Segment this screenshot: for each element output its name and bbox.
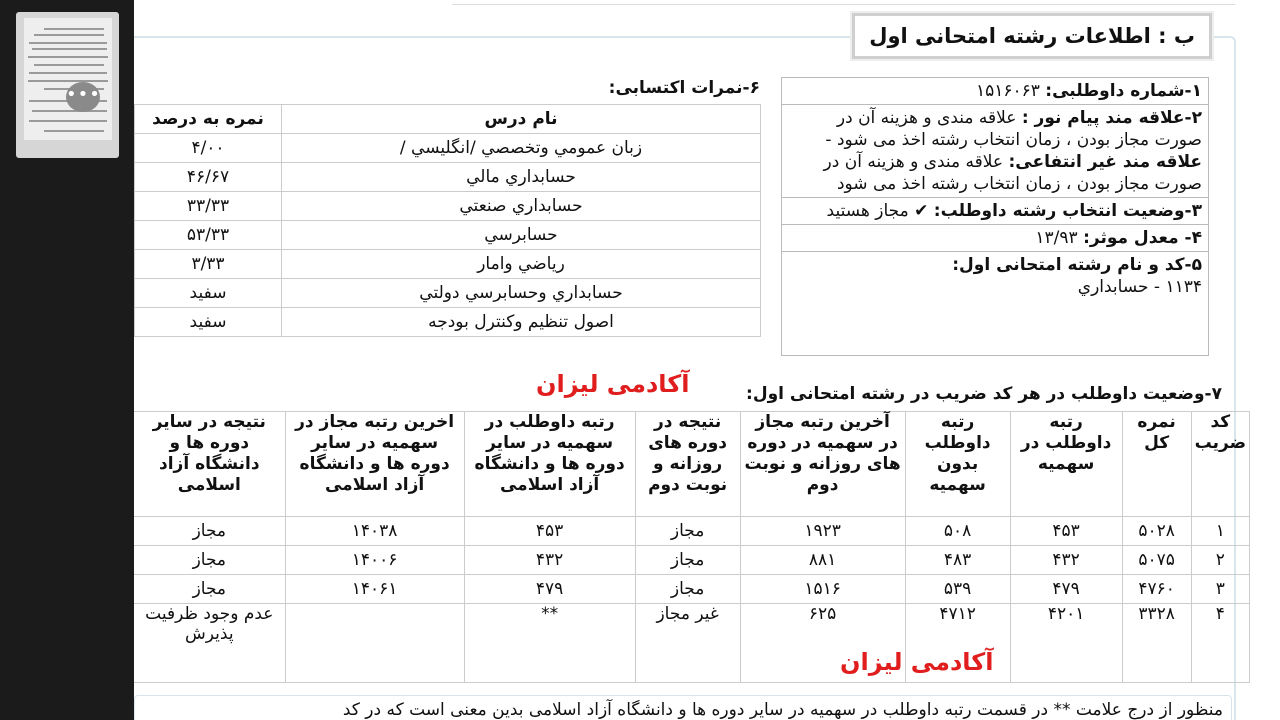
info-row-field-code: ۵-کد و نام رشته امتحانی اول: ۱۱۳۴ - حسابداري (952, 255, 1202, 297)
more-icon: ••• (66, 84, 101, 105)
table-cell: ۴۷۱۲ (905, 604, 1010, 683)
table-cell: مجاز (635, 575, 740, 604)
page-thumbnail-sidebar (0, 0, 134, 720)
table-cell: ۴۷۶۰ (1122, 575, 1191, 604)
table-cell: ۸۸۱ (740, 546, 905, 575)
table-row (135, 308, 761, 337)
table-header-row (135, 105, 761, 134)
status-title: ۷-وضعیت داوطلب در هر کد ضریب در رشته امتحانی اول: (746, 384, 1222, 404)
table-cell: مجاز (635, 517, 740, 546)
table-cell: ۱۹۲۳ (740, 517, 905, 546)
table-cell: ۴ (1191, 604, 1249, 683)
column-header: نمره کل (1122, 412, 1191, 517)
column-header: نام درس (282, 105, 761, 134)
watermark-text: آکادمی لیزان (840, 648, 994, 676)
table-cell: حسابداري مالي (282, 163, 761, 192)
table-cell: مجاز (134, 546, 285, 575)
table-row (135, 134, 761, 163)
column-header: اخرین رتبه مجاز در سهمیه در سایر دوره ها و دانشگاه آزاد اسلامی (285, 412, 464, 517)
table-row (134, 546, 1250, 575)
column-header: کد ضریب (1191, 412, 1249, 517)
table-row (135, 250, 761, 279)
table-cell: ۴/۰۰ (135, 134, 282, 163)
table-cell: ۵۳/۳۳ (135, 221, 282, 250)
info-row-interest: ۲-علاقه مند پیام نور : علاقه مندی و هزینه آن در صورت مجاز بودن ، زمان انتخاب رشته اخذ می شود - علاقه مند غیر انتفاعی: علاقه مندی و هزینه آن در صورت مجاز بودن ، زمان انتخاب رشته اخذ می شود (782, 105, 1208, 198)
table-cell: ۴۸۳ (905, 546, 1010, 575)
table-row (135, 221, 761, 250)
page-thumbnail[interactable] (16, 12, 119, 158)
table-cell: مجاز (134, 575, 285, 604)
table-cell: ۱۴۰۰۶ (285, 546, 464, 575)
table-cell: ۴۳۲ (1010, 546, 1122, 575)
table-cell: ۳ (1191, 575, 1249, 604)
table-cell: ۳/۳۳ (135, 250, 282, 279)
column-header: رتبه داوطلب در سهمیه در سایر دوره ها و دانشگاه آزاد اسلامی (464, 412, 635, 517)
table-cell: رياضي وامار (282, 250, 761, 279)
table-cell: ۱۵۱۶ (740, 575, 905, 604)
table-cell: ۱۴۰۳۸ (285, 517, 464, 546)
table-cell: ۴۳۲ (464, 546, 635, 575)
column-header: نمره به درصد (135, 105, 282, 134)
table-cell: غیر مجاز (635, 604, 740, 683)
table-cell: ۱ (1191, 517, 1249, 546)
column-header: نتیجه در سایر دوره ها و دانشگاه آزاد اسلامی (134, 412, 285, 517)
table-row (135, 279, 761, 308)
table-cell: ۵۰۸ (905, 517, 1010, 546)
table-cell: ۶۲۵ (740, 604, 905, 683)
thumbnail-preview (24, 18, 112, 140)
table-cell: عدم وجود ظرفیت پذیرش (134, 604, 285, 683)
table-cell: ۳۳/۳۳ (135, 192, 282, 221)
table-cell (285, 604, 464, 683)
table-row (135, 192, 761, 221)
table-cell: ۴۵۳ (464, 517, 635, 546)
column-header: نتیجه در دوره های روزانه و نوبت دوم (635, 412, 740, 517)
info-row-gpa: ۴- معدل موثر: ۱۳/۹۳ (782, 225, 1208, 252)
table-cell: ۴۵۳ (1010, 517, 1122, 546)
table-cell: حسابداري صنعتي (282, 192, 761, 221)
check-icon: ✔ (914, 201, 929, 221)
table-cell: اصول تنظيم وكنترل بودجه (282, 308, 761, 337)
divider (452, 0, 1235, 5)
table-cell: ۳۳۲۸ (1122, 604, 1191, 683)
table-cell: سفيد (135, 308, 282, 337)
table-header-row (134, 412, 1250, 517)
table-cell: ۴۷۹ (464, 575, 635, 604)
table-cell: حسابداري وحسابرسي دولتي (282, 279, 761, 308)
info-row-selection-status: ۳-وضعیت انتخاب رشته داوطلب: ✔ مجاز هستید (782, 198, 1208, 225)
table-cell: ۴۲۰۱ (1010, 604, 1122, 683)
table-row (135, 163, 761, 192)
column-header: رتبه داوطلب بدون سهمیه (905, 412, 1010, 517)
watermark-text: آکادمی لیزان (536, 370, 690, 398)
table-cell: ** (464, 604, 635, 683)
footnote: منظور از درج علامت ** در قسمت رتبه داوطلب در سهمیه در سایر دوره ها و دانشگاه آزاد اسلامی بدین معنی است که در کد (134, 695, 1232, 720)
table-cell: ۲ (1191, 546, 1249, 575)
table-row (134, 517, 1250, 546)
table-cell: ۴۷۹ (1010, 575, 1122, 604)
table-cell: ۵۰۷۵ (1122, 546, 1191, 575)
more-options-button[interactable] (66, 82, 100, 112)
table-cell: مجاز (635, 546, 740, 575)
section-title: ب : اطلاعات رشته امتحانی اول (852, 13, 1212, 59)
table-cell: مجاز (134, 517, 285, 546)
column-header: آخرین رتبه مجاز در سهمیه در دوره های روزانه و نوبت دوم (740, 412, 905, 517)
table-cell: ۱۴۰۶۱ (285, 575, 464, 604)
table-row (134, 575, 1250, 604)
document-page (134, 0, 1280, 720)
table-cell: سفيد (135, 279, 282, 308)
table-cell: زبان عمومي وتخصصي /انگليسي / (282, 134, 761, 163)
grades-title: ۶-نمرات اکتسابی: (608, 78, 760, 98)
candidate-info-box (781, 77, 1209, 356)
table-cell: ۵۰۲۸ (1122, 517, 1191, 546)
table-cell: ۵۳۹ (905, 575, 1010, 604)
table-cell: حسابرسي (282, 221, 761, 250)
table-cell: ۴۶/۶۷ (135, 163, 282, 192)
table-row (134, 604, 1250, 683)
info-row-candidate-number: ۱-شماره داوطلبی: ۱۵۱۶۰۶۳ (782, 78, 1208, 105)
column-header: رتبه داوطلب در سهمیه (1010, 412, 1122, 517)
status-table (134, 411, 1250, 683)
grades-table (134, 104, 761, 337)
